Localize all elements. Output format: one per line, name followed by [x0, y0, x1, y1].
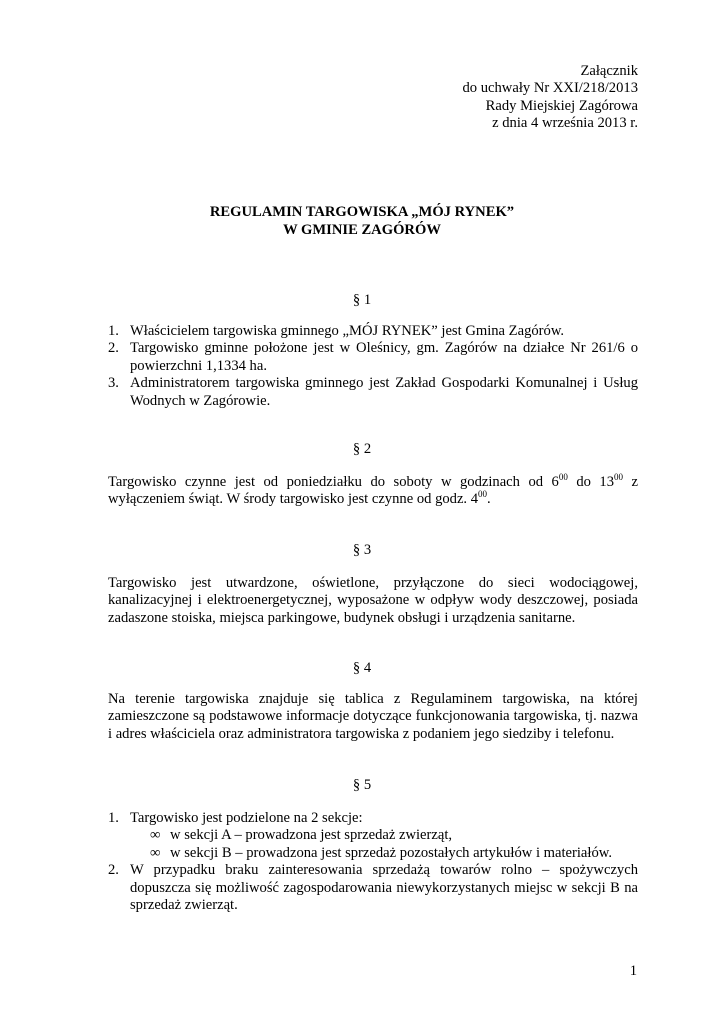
title-line-2: W GMINIE ZAGÓRÓW: [283, 221, 441, 238]
item-text-line-2: Wodnych w Zagórowie.: [130, 392, 271, 409]
item-text: Właścicielem targowiska gminnego „MÓJ RYNEK” jest Gmina Zagórów.: [130, 323, 565, 339]
list-item: [108, 375, 638, 410]
item-number: 2.: [108, 862, 119, 879]
paragraph-line: kanalizacyjnej i elektroenergetycznej, wyposażone w odpływ wody deszczowej, posiada: [108, 592, 638, 609]
text-fragment: z: [623, 474, 639, 490]
attachment-line-2: do uchwały Nr XXI/218/2013: [462, 80, 638, 97]
section-5-heading: § 5: [352, 777, 372, 793]
attachment-line-1: Załącznik: [580, 63, 638, 79]
text-fragment: .: [487, 491, 491, 508]
item-text-line-1: Targowisko gminne położone jest w Oleśnicy, gm. Zagórów na działce Nr 261/6 o: [130, 340, 638, 357]
superscript: 00: [558, 472, 568, 482]
section-3-heading: § 3: [352, 542, 372, 558]
bullet-text: w sekcji B – prowadzona jest sprzedaż pozostałych artykułów i materiałów.: [170, 844, 612, 861]
item-number: 2.: [108, 340, 119, 357]
section-5-list: [108, 810, 638, 914]
attachment-header: [338, 63, 638, 133]
paragraph-line: [108, 474, 638, 491]
bullet-item: [150, 845, 638, 862]
item-text-line-1: Administratorem targowiska gminnego jest Zakład Gospodarki Komunalnej i Usług: [130, 375, 638, 392]
text-fragment: Targowisko czynne jest od poniedziałku do soboty w godzinach od 6: [108, 474, 559, 490]
paragraph-line: Targowisko jest utwardzone, oświetlone, przyłączone do sieci wodociągowej,: [108, 575, 638, 591]
infinity-bullet-icon: ∞: [150, 827, 161, 844]
infinity-bullet-icon: ∞: [150, 844, 161, 861]
attachment-line-3: Rady Miejskiej Zagórowa: [485, 97, 638, 114]
text-fragment: do 13: [567, 474, 615, 490]
bullet-text: w sekcji A – prowadzona jest sprzedaż zwierząt,: [170, 827, 453, 844]
item-text-line-3: sprzedaż zwierząt.: [130, 897, 238, 914]
paragraph-line: zamieszczone są podstawowe informacje dotyczące funkcjonowania targowiska, tj. nazwa: [108, 708, 638, 725]
title-line-1: REGULAMIN TARGOWISKA „MÓJ RYNEK”: [209, 204, 515, 220]
list-item: [108, 862, 638, 914]
section-1-list: [108, 323, 638, 410]
paragraph-line: zadaszone stoiska, miejsca parkingowe, budynek obsługi i urządzenia sanitarne.: [108, 609, 576, 626]
list-item: [108, 340, 638, 375]
item-text-line-1: W przypadku braku zainteresowania sprzedażą towarów rolno – spożywczych: [130, 862, 638, 879]
item-number: 1.: [108, 810, 119, 826]
attachment-line-4: z dnia 4 września 2013 r.: [492, 115, 638, 132]
section-2-heading: § 2: [352, 441, 372, 457]
bullet-item: [150, 827, 638, 844]
item-text-line-2: powierzchni 1,1334 ha.: [130, 357, 267, 374]
section-2-paragraph: [108, 474, 638, 509]
list-item: [108, 810, 638, 862]
superscript: 00: [614, 472, 624, 482]
item-text: Targowisko jest podzielone na 2 sekcje:: [130, 810, 363, 826]
text-fragment: wyłączeniem świąt. W środy targowisko jest czynne od godz. 4: [108, 491, 479, 508]
section-1-heading: § 1: [352, 292, 372, 308]
section-4-heading: § 4: [352, 660, 372, 676]
section-4-paragraph: [108, 691, 638, 743]
document-title: [0, 204, 724, 239]
paragraph-line: [108, 491, 638, 508]
bullet-list: [130, 827, 638, 862]
list-item: [108, 323, 638, 340]
page-number: 1: [629, 963, 637, 979]
superscript: 00: [478, 489, 488, 500]
paragraph-line: i adres właściciela oraz administratora targowiska z podaniem jego siedziby i telefonu.: [108, 725, 615, 742]
item-text-line-2: dopuszcza się możliwość zagospodarowania niewykorzystanych miejsc w sekcji B na: [130, 879, 638, 896]
item-number: 1.: [108, 323, 119, 339]
item-number: 3.: [108, 375, 119, 392]
paragraph-line: Na terenie targowiska znajduje się tablica z Regulaminem targowiska, na której: [108, 691, 638, 707]
section-3-paragraph: [108, 575, 638, 627]
